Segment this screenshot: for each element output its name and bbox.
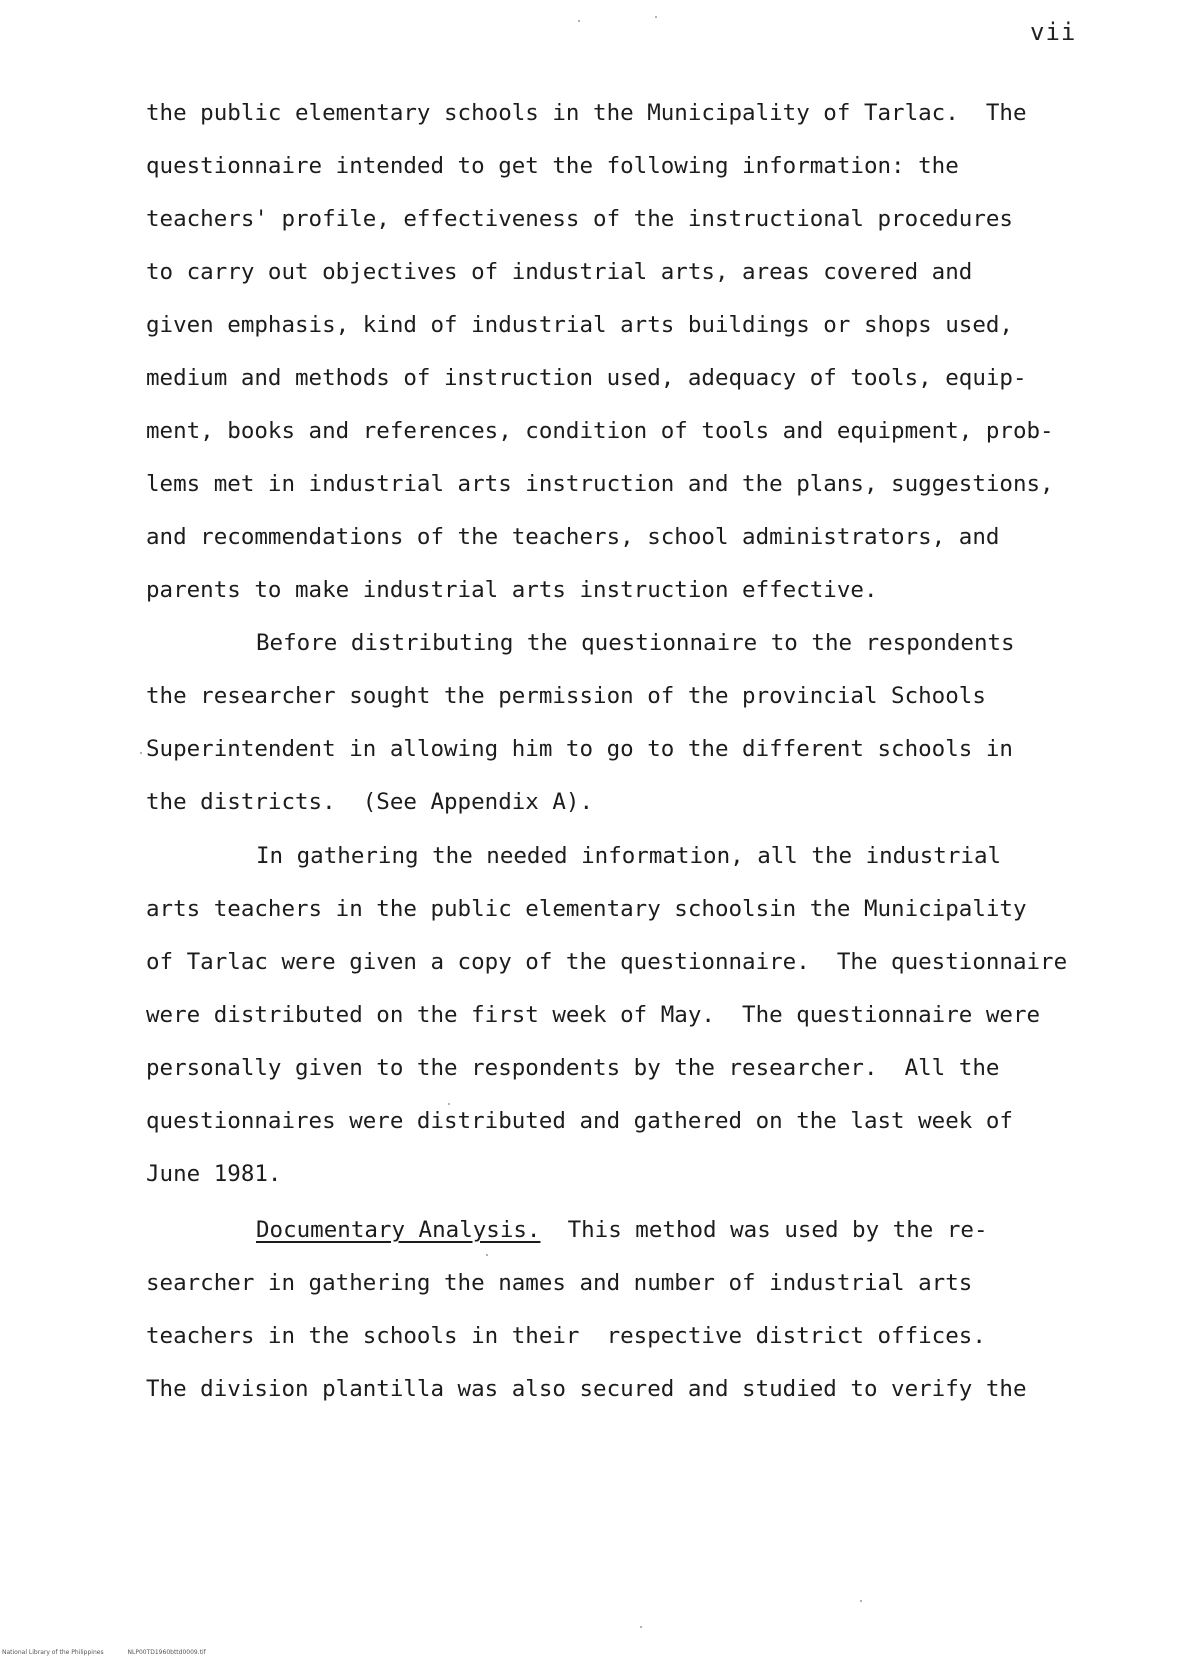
scan-speck xyxy=(860,1600,862,1602)
heading-line-rest: This method was used by the re- xyxy=(540,1217,988,1243)
footer-file-id: NLP00TD1960bttd0009.tif xyxy=(127,1649,206,1656)
text-line: ment, books and references, condition of tools and equipment, prob- xyxy=(146,418,1054,444)
text-line: The division plantilla was also secured and studied to verify the xyxy=(146,1376,1027,1402)
text-line: the researcher sought the permission of the provincial Schools xyxy=(146,683,986,709)
text-line: In gathering the needed information, all the industrial xyxy=(256,843,1002,869)
text-line: the districts. (See Appendix A). xyxy=(146,789,594,815)
page-number: vii xyxy=(1030,18,1077,46)
scan-speck xyxy=(640,1626,642,1628)
text-line: parents to make industrial arts instruction effective. xyxy=(146,577,878,603)
scan-speck xyxy=(140,752,142,754)
scan-speck xyxy=(448,1103,450,1105)
scan-speck xyxy=(655,16,657,18)
text-line: personally given to the respondents by the researcher. All the xyxy=(146,1055,1000,1081)
text-line: Superintendent in allowing him to go to the different schools in xyxy=(146,736,1013,762)
text-line: lems met in industrial arts instruction and the plans, suggestions, xyxy=(146,471,1054,497)
text-line: arts teachers in the public elementary schoolsin the Municipality xyxy=(146,896,1027,922)
text-line: were distributed on the first week of May. The questionnaire were xyxy=(146,1002,1041,1028)
text-line: of Tarlac were given a copy of the questionnaire. The questionnaire xyxy=(146,949,1068,975)
text-line: June 1981. xyxy=(146,1161,282,1187)
text-line: given emphasis, kind of industrial arts buildings or shops used, xyxy=(146,312,1013,338)
paragraph-3 xyxy=(146,830,1068,1201)
text-line: teachers in the schools in their respective district offices. xyxy=(146,1323,986,1349)
text-line: teachers' profile, effectiveness of the instructional procedures xyxy=(146,206,1013,232)
paragraph-2 xyxy=(146,617,1046,829)
scan-footer xyxy=(2,1649,228,1656)
scan-speck xyxy=(578,20,580,22)
text-line: Before distributing the questionnaire to the respondents xyxy=(256,630,1015,656)
text-line: questionnaires were distributed and gathered on the last week of xyxy=(146,1108,1013,1134)
text-line: and recommendations of the teachers, school administrators, and xyxy=(146,524,1000,550)
text-line: to carry out objectives of industrial arts, areas covered and xyxy=(146,259,973,285)
text-line xyxy=(146,1204,1046,1257)
paragraph-1 xyxy=(146,87,1054,617)
text-line: searcher in gathering the names and number of industrial arts xyxy=(146,1270,973,1296)
scan-speck xyxy=(486,1254,488,1256)
footer-library: National Library of the Philippines xyxy=(2,1649,104,1656)
paragraph-4 xyxy=(146,1204,1046,1416)
section-heading: Documentary Analysis. xyxy=(256,1217,541,1243)
text-line: questionnaire intended to get the following information: the xyxy=(146,153,959,179)
text-line: medium and methods of instruction used, adequacy of tools, equip- xyxy=(146,365,1027,391)
text-line: the public elementary schools in the Municipality of Tarlac. The xyxy=(146,100,1027,126)
